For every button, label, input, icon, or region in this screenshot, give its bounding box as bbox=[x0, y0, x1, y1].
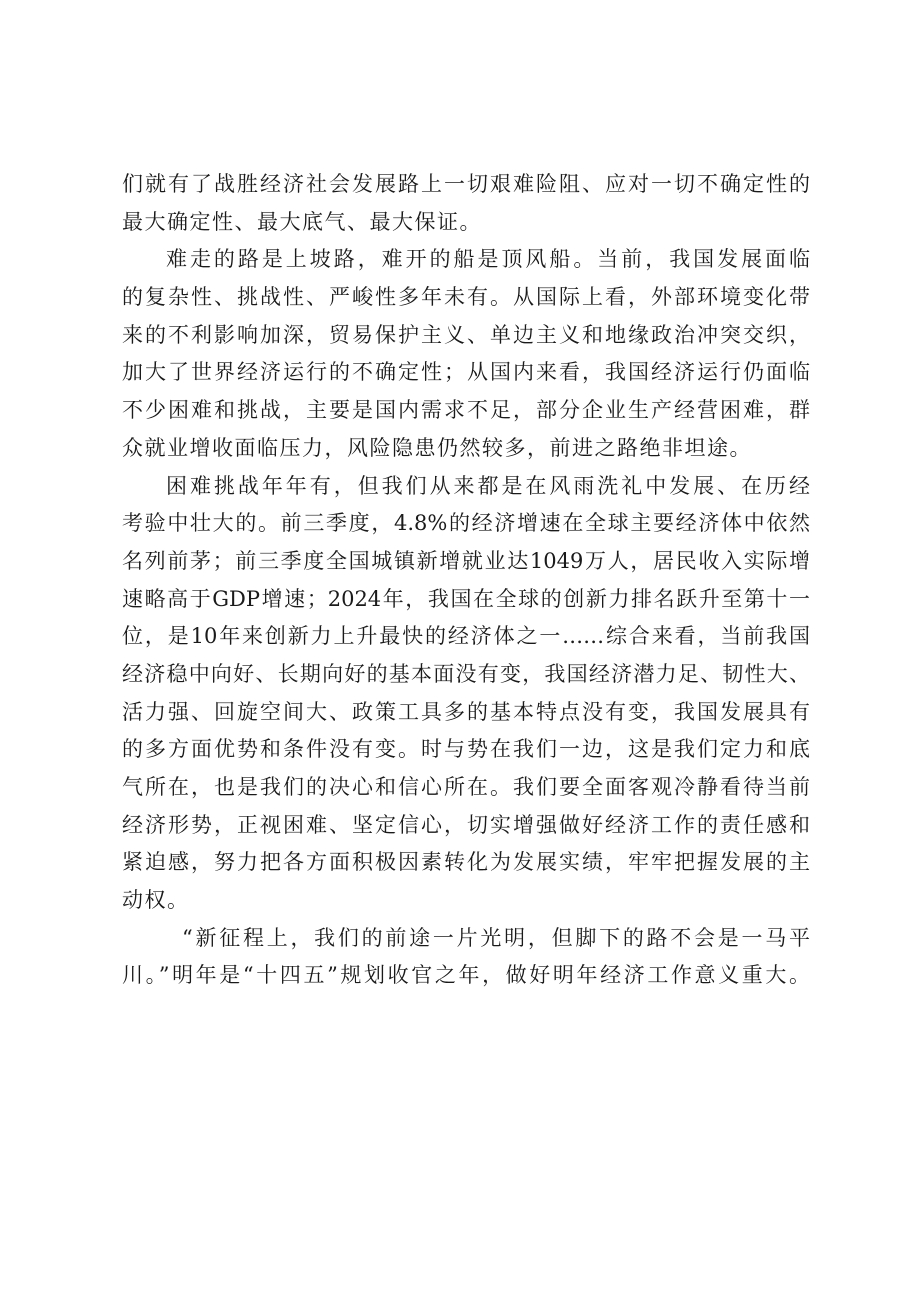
text-line: 名列前茅；前三季度全国城镇新增就业达1049万人，居民收入实际增 bbox=[122, 548, 810, 573]
text-line: 不少困难和挑战，主要是国内需求不足，部分企业生产经营困难，群 bbox=[122, 398, 810, 423]
text-line: 最大确定性、最大底气、最大保证。 bbox=[122, 209, 482, 234]
text-line: 川。”明年是“十四五”规划收官之年，做好明年经济工作意义重大。 bbox=[122, 963, 810, 988]
text-line: 位，是10年来创新力上升最快的经济体之一……综合来看，当前我国 bbox=[122, 624, 810, 649]
text-line: 活力强、回旋空间大、政策工具多的基本特点没有变，我国发展具有 bbox=[122, 699, 810, 724]
text-line: “新征程上，我们的前途一片光明，但脚下的路不会是一马平 bbox=[182, 925, 810, 950]
text-line: 加大了世界经济运行的不确定性；从国内来看，我国经济运行仍面临 bbox=[122, 360, 810, 385]
text-line: 来的不利影响加深，贸易保护主义、单边主义和地缘政治冲突交织， bbox=[122, 322, 810, 347]
text-line: 动权。 bbox=[122, 888, 190, 913]
text-line: 们就有了战胜经济社会发展路上一切艰难险阻、应对一切不确定性的 bbox=[122, 172, 810, 196]
text-line: 紧迫感，努力把各方面积极因素转化为发展实绩，牢牢把握发展的主 bbox=[122, 850, 810, 875]
text-line: 经济稳中向好、长期向好的基本面没有变，我国经济潜力足、韧性大、 bbox=[122, 661, 810, 686]
text-line: 速略高于GDP增速；2024年，我国在全球的创新力排名跃升至第十一 bbox=[122, 586, 810, 611]
text-line: 经济形势，正视困难、坚定信心，切实增强做好经济工作的责任感和 bbox=[122, 812, 810, 837]
text-line: 难走的路是上坡路，难开的船是顶风船。当前，我国发展面临 bbox=[166, 247, 810, 272]
text-line: 气所在，也是我们的决心和信心所在。我们要全面客观冷静看待当前 bbox=[122, 775, 810, 799]
text-line: 的复杂性、挑战性、严峻性多年未有。从国际上看，外部环境变化带 bbox=[122, 285, 810, 310]
text-line: 众就业增收面临压力，风险隐患仍然较多，前进之路绝非坦途。 bbox=[122, 435, 752, 460]
text-line: 的多方面优势和条件没有变。时与势在我们一边，这是我们定力和底 bbox=[122, 737, 810, 762]
text-line: 困难挑战年年有，但我们从来都是在风雨洗礼中发展、在历经 bbox=[166, 473, 810, 498]
document-body bbox=[122, 166, 810, 995]
text-line: 考验中壮大的。前三季度，4.8%的经济增速在全球主要经济体中依然 bbox=[122, 511, 810, 536]
